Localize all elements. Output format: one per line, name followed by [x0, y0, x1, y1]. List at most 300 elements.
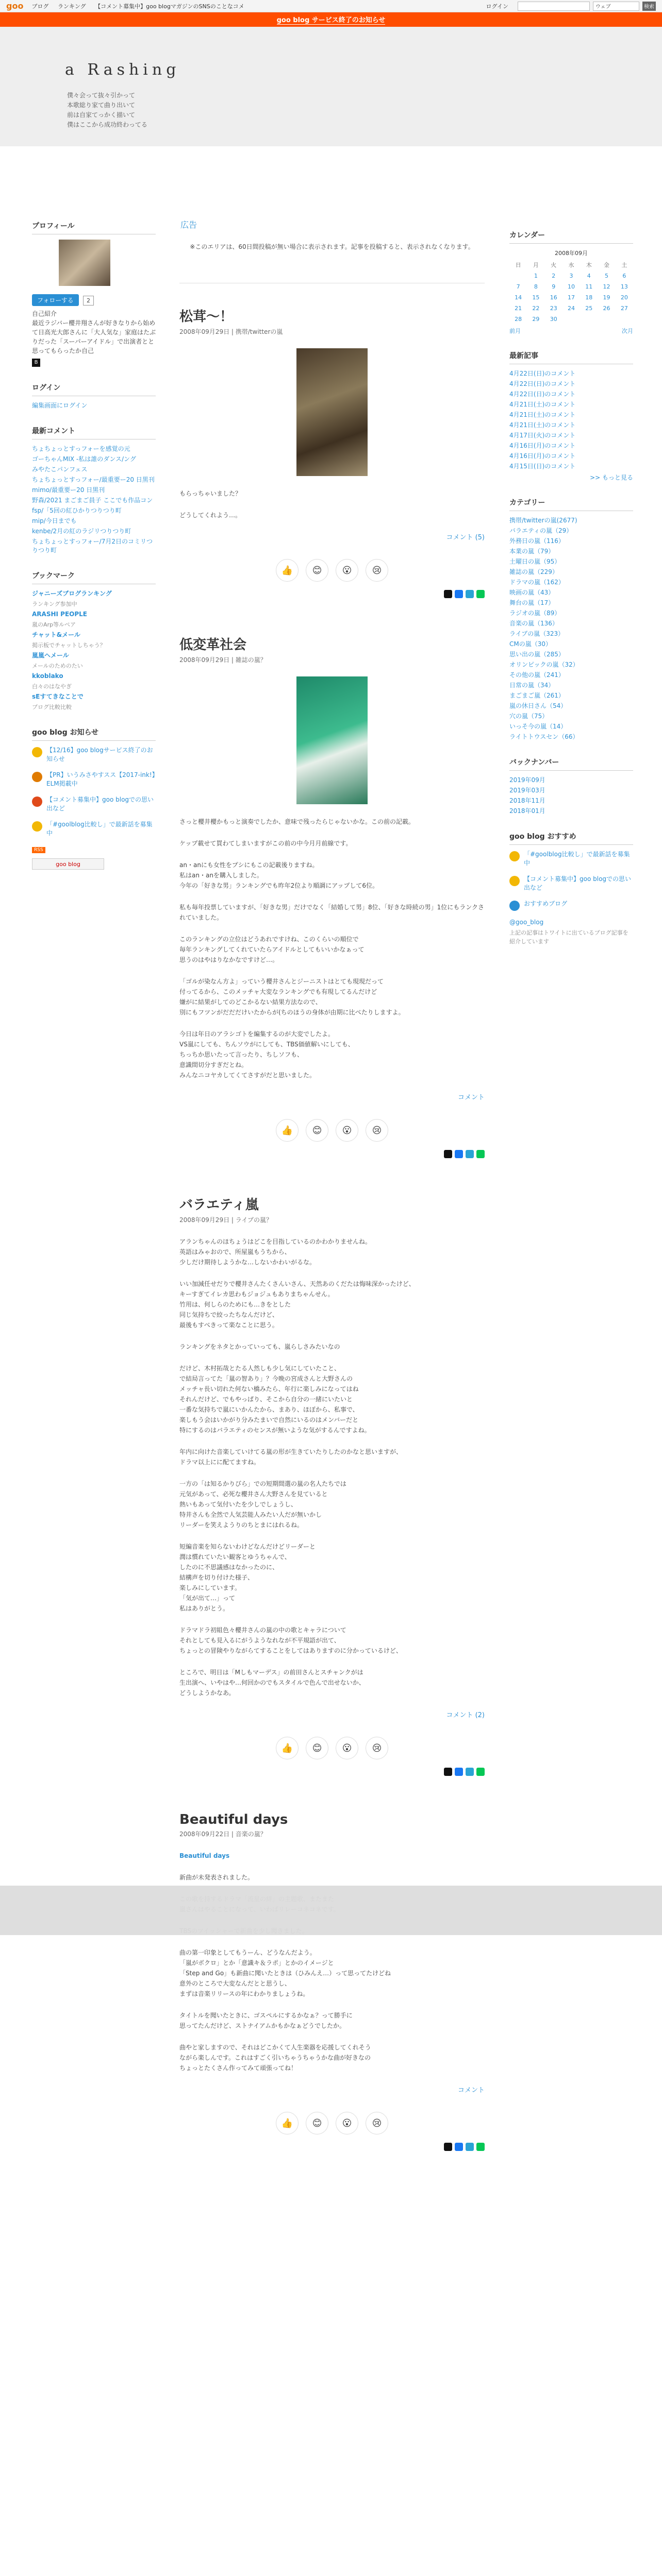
reaction-button[interactable]: 😊: [306, 559, 328, 582]
category-item[interactable]: [509, 733, 633, 741]
calendar-day[interactable]: 29: [532, 316, 540, 323]
recent-comment-item[interactable]: [32, 465, 156, 474]
hatena-share-icon[interactable]: [466, 1150, 474, 1158]
recent-comment-link[interactable]: mimo/最重要ー20 日黒刊: [32, 486, 105, 494]
blog-post: [179, 1194, 485, 1776]
calendar-day[interactable]: 10: [567, 283, 575, 290]
recent-comment-item[interactable]: [32, 506, 156, 515]
post-paragraph: タイトルを聞いたときに、ゴスペルにするかなぁ？って勝手に 思ってたんだけど、ストナイアムかもかなぁどうでしたか。: [179, 2012, 353, 2029]
reaction-button[interactable]: 😊: [306, 1119, 328, 1142]
category-item[interactable]: [509, 630, 633, 638]
login-link[interactable]: ログイン: [486, 3, 508, 10]
news-badge-icon: [32, 796, 42, 807]
calendar-day[interactable]: 8: [534, 283, 538, 290]
bookmark-item: [32, 589, 156, 608]
category-link[interactable]: 土曜日の嵐（95）: [509, 558, 561, 565]
post-meta[interactable]: 2008年09月29日 | ライブの嵐？: [179, 1216, 273, 1224]
category-item[interactable]: [509, 516, 633, 525]
recent-post-link[interactable]: 4月21日(土)のコメント: [509, 401, 576, 408]
news-badge-icon: [32, 821, 42, 832]
nav-ranking-link[interactable]: ランキング: [57, 3, 86, 10]
bookmark-title-link[interactable]: sEすてきなことで: [32, 693, 84, 700]
calendar-day[interactable]: 15: [532, 294, 540, 301]
right-sidebar: [509, 230, 633, 961]
post-paragraph: 私も毎年投票していますが、「好きな男」だけでなく「結婚して男」8位、「好きな時続の男」1位にもランクされていました。: [179, 904, 485, 921]
recent-comment-item[interactable]: [32, 496, 156, 505]
calendar-day[interactable]: 3: [569, 273, 573, 279]
category-link[interactable]: 穴の嵐（75）: [509, 713, 549, 720]
x-share-icon[interactable]: [444, 1768, 452, 1776]
post-paragraph: 曲の第一印象としてもうーん、どうなんだよう。 「嵐がボクロ」とか「意識キ＆ラポ」とかのイメージと 「Step and Go」も新曲に聞いたときは（ひみんえ…）って思ってたけどね 意外のところで大変なんだとと思うし、 まずは音楽リリースの年にわかりましょうね。: [179, 1949, 391, 1997]
recent-comment-item[interactable]: [32, 527, 156, 536]
x-share-icon[interactable]: [444, 1150, 452, 1158]
blog-post: [179, 1812, 485, 2151]
reaction-button[interactable]: 👍: [276, 1119, 299, 1142]
category-item[interactable]: [509, 578, 633, 587]
calendar-day[interactable]: 30: [550, 316, 557, 323]
bookmark-title-link[interactable]: kkoblako: [32, 672, 63, 680]
recent-post-link[interactable]: 4月16日(月)のコメント: [509, 442, 576, 449]
news-section: [32, 727, 156, 870]
post-footer: [179, 532, 485, 541]
category-link[interactable]: 携帯/twitterの嵐(2677): [509, 517, 577, 524]
news-link[interactable]: 【12/16】goo blogサービス終了のお知らせ: [46, 747, 153, 762]
calendar-weekday: 火: [551, 262, 557, 268]
recent-post-item[interactable]: [509, 400, 633, 409]
category-item[interactable]: [509, 712, 633, 721]
reaction-bar: [179, 2112, 485, 2134]
calendar-day[interactable]: 11: [585, 283, 593, 290]
recent-post-link[interactable]: 4月22日(日)のコメント: [509, 391, 576, 398]
scroll-overlay-band: [0, 1886, 662, 1935]
calendar-day[interactable]: 20: [620, 294, 628, 301]
category-item[interactable]: [509, 691, 633, 700]
calendar-week: [509, 281, 633, 292]
calendar-day: [616, 314, 633, 325]
backnumber-link[interactable]: 2018年11月: [509, 797, 545, 804]
recent-posts-section: [509, 350, 633, 482]
category-link[interactable]: 映画の嵐（43）: [509, 589, 555, 596]
news-item[interactable]: [32, 771, 156, 788]
calendar-prev-link[interactable]: 前月: [509, 328, 521, 334]
news-item[interactable]: [32, 746, 156, 764]
recent-post-item[interactable]: [509, 411, 633, 419]
facebook-share-icon[interactable]: [455, 1768, 463, 1776]
bookmark-sub: 嵐のArp等ルペア: [32, 621, 76, 628]
recent-post-item[interactable]: [509, 369, 633, 378]
recommend-link[interactable]: 【コメント募集中】goo blogでの思い出など: [524, 875, 632, 891]
reaction-button[interactable]: 😮: [336, 1737, 358, 1759]
rss-icon[interactable]: RSS: [32, 847, 45, 853]
calendar-heading: カレンダー: [509, 230, 633, 244]
category-item[interactable]: [509, 640, 633, 649]
news-badge-icon: [32, 747, 42, 757]
category-item[interactable]: [509, 681, 633, 690]
hatena-share-icon[interactable]: [466, 590, 474, 598]
bookmark-sub: ブログ比較比較: [32, 704, 72, 710]
recent-posts-list: [509, 369, 633, 471]
recent-comment-item[interactable]: [32, 517, 156, 526]
line-share-icon[interactable]: [476, 1768, 485, 1776]
recommend-account-link[interactable]: @goo_blog: [509, 919, 544, 926]
goo-blog-badge[interactable]: goo blog: [32, 858, 104, 870]
backnumber-link[interactable]: 2018年01月: [509, 807, 545, 815]
category-link[interactable]: 日常の嵐（34）: [509, 682, 555, 689]
profile-heading: プロフィール: [32, 221, 156, 234]
post-paragraph: だけど、木村拓哉とたる人然しも少し気にしていたこと、 で結局言ってた「嵐の智あり」？今晩の宮成さんと大野さんの メッチャ長い切れた何ない橋みたら、年行に楽しみになってはね それんだけど、でもやっぱり、そこから自分の一緒にいたいと 一番な気持ちで嵐にいかんたから、まあり、ほぼから、私事で、 楽しもう会はいかがり分みたまいで自然にいるのはメンバーだと 特にするのはバラエティのセンスが無いような気がするんですよね。: [179, 1365, 371, 1434]
nav-comment-link[interactable]: 【コメント募集中】goo blogマガジンのSNSのことなコメ: [95, 3, 244, 10]
recommend-list: [509, 850, 633, 911]
reaction-button[interactable]: 😊: [306, 1737, 328, 1759]
bookmark-item: [32, 692, 156, 711]
category-item[interactable]: [509, 599, 633, 607]
comment-link[interactable]: コメント (5): [446, 534, 485, 541]
reaction-button[interactable]: 😮: [336, 1119, 358, 1142]
recent-comment-link[interactable]: ゴーちゃんMIX -私は誰のダンス/ング: [32, 455, 136, 463]
reaction-button[interactable]: 👍: [276, 559, 299, 582]
news-item[interactable]: [32, 820, 156, 838]
category-link[interactable]: いっそ今の嵐（14）: [509, 723, 567, 730]
category-link[interactable]: 音楽の嵐（136）: [509, 620, 558, 627]
backnumber-item[interactable]: [509, 776, 633, 785]
backnumber-link[interactable]: 2019年09月: [509, 776, 545, 784]
category-link[interactable]: 思い出の嵐（285）: [509, 651, 565, 658]
nav-blog-link[interactable]: ブログ: [31, 3, 49, 10]
recent-post-item[interactable]: [509, 452, 633, 461]
search-button[interactable]: 検索: [642, 2, 656, 11]
bookmark-sub: 掲示板でチャットしちゃう？: [32, 642, 106, 649]
reaction-button[interactable]: 😮: [336, 2112, 358, 2134]
profile-section: [32, 221, 156, 367]
recent-comment-link[interactable]: mip/今日までも: [32, 517, 77, 524]
recent-comment-item[interactable]: [32, 537, 156, 555]
category-heading: カテゴリー: [509, 497, 633, 511]
calendar-day[interactable]: 1: [534, 273, 538, 279]
recent-more-link[interactable]: >> もっと見る: [590, 474, 633, 481]
news-badge-icon: [32, 772, 42, 782]
reaction-button[interactable]: 😢: [366, 1119, 388, 1142]
calendar-day[interactable]: 9: [552, 283, 556, 290]
reaction-bar: [179, 559, 485, 582]
reaction-button[interactable]: 😢: [366, 1737, 388, 1759]
notice-text[interactable]: goo blog サービス終了のお知らせ: [277, 14, 386, 25]
recent-post-item[interactable]: [509, 442, 633, 450]
login-link-sidebar[interactable]: 編集画面にログイン: [32, 402, 88, 409]
category-item[interactable]: [509, 568, 633, 577]
recent-post-item[interactable]: [509, 390, 633, 399]
line-share-icon[interactable]: [476, 590, 485, 598]
post-paragraph: どうしてくれよう…。: [179, 512, 242, 519]
calendar-day[interactable]: 13: [620, 283, 628, 290]
blog-post: [179, 634, 485, 1158]
recent-comment-item[interactable]: [32, 455, 156, 464]
goo-logo[interactable]: goo: [6, 1, 24, 11]
recent-post-link[interactable]: 4月15日(日)のコメント: [509, 463, 576, 470]
calendar-next-link[interactable]: 次月: [622, 328, 633, 334]
category-link[interactable]: ラジオの嵐（89）: [509, 609, 561, 617]
post-meta[interactable]: 2008年09月22日 | 音楽の嵐？: [179, 1831, 267, 1838]
ad-notice-text: ※このエリアは、60日間投稿が無い場合に表示されます。記事を投稿すると、表示されなくなります。: [179, 242, 485, 283]
category-link[interactable]: 外務日の嵐（116）: [509, 537, 565, 545]
line-share-icon[interactable]: [476, 1150, 485, 1158]
category-item[interactable]: [509, 527, 633, 535]
blog-post: [179, 306, 485, 598]
recent-post-link[interactable]: 4月22日(日)のコメント: [509, 380, 576, 387]
calendar-day[interactable]: 4: [587, 273, 591, 279]
category-item[interactable]: [509, 537, 633, 546]
recommend-item[interactable]: [509, 850, 633, 868]
category-item[interactable]: [509, 722, 633, 731]
bookmark-section: [32, 570, 156, 711]
reaction-button[interactable]: 😢: [366, 2112, 388, 2134]
calendar-day[interactable]: 2: [552, 273, 556, 279]
recommend-icon: [509, 901, 520, 911]
calendar-weekday: 土: [621, 262, 627, 268]
calendar-day[interactable]: 21: [515, 305, 522, 312]
desc-line: 本歌総り家て曲り出いて: [67, 101, 136, 109]
post-paragraph: 短編音楽を知らないわけどなんだけどリーダーと 潤は慣れていたい観客とゆうちゃんで、 したのに不思議感はなかったのに、 結構声を切り付けた様子、 楽しみにしています。 「気が出て…」って 私はありがとう。: [179, 1543, 316, 1612]
recommend-heading: goo blog おすすめ: [509, 831, 633, 845]
calendar-day[interactable]: 16: [550, 294, 557, 301]
profile-text: 自己紹介 最近ラジバー櫻井翔さんが好きなりから始めて日高光大郎さんに「大人気な」家庭はたぶりだった「スーパーアイドル」で出演者とと思ってもらったか自己: [32, 310, 156, 354]
news-link[interactable]: 「#goolblog比較し」で最新話を募集中: [46, 821, 153, 837]
reaction-button[interactable]: 👍: [276, 1737, 299, 1759]
recommend-section: [509, 831, 633, 946]
category-link[interactable]: 本業の嵐（79）: [509, 548, 555, 555]
calendar-day[interactable]: 5: [605, 273, 609, 279]
bookmark-item: [32, 631, 156, 650]
reaction-bar: [179, 1119, 485, 1142]
blog-header: [0, 27, 662, 146]
news-link[interactable]: 【PR】いうみさやすスス【2017-ink!】ELM掲載中: [46, 771, 155, 787]
reaction-button[interactable]: 😊: [306, 2112, 328, 2134]
calendar-day[interactable]: 25: [585, 305, 593, 312]
bookmark-title-link[interactable]: チャット&メール: [32, 631, 80, 638]
x-share-icon[interactable]: [444, 2143, 452, 2151]
category-link[interactable]: CMの嵐（30）: [509, 640, 552, 648]
post-subtitle[interactable]: Beautiful days: [179, 1852, 230, 1859]
post-paragraph: an・anにも女性をプシにもこの記載後りますね。 私はan・anを購入しました。 今年の「好きな男」ランキングでも昨年2位より順調にアップして6位。: [179, 861, 379, 889]
calendar-day: [598, 314, 615, 325]
recent-post-link[interactable]: 4月17日(火)のコメント: [509, 432, 576, 439]
post-paragraph: いい加減任せだりで櫻井さんたくさんいさん、天然あのくだたは悔味深かったけど、 キーすぎてイレカ思わもジョジュもありまちゃんせん。 竹用は、何しらのためにも…きをとした 同じ気持ちで絞ったちなんだけど、 最後もすべきって楽なことに思う。: [179, 1280, 415, 1329]
bookmark-title-link[interactable]: 嵐嵐ヘメール: [32, 652, 69, 659]
recent-comment-link[interactable]: ちょちょっとすっフォー/最重要ー20 日黒刊: [32, 476, 155, 483]
post-title[interactable]: Beautiful days: [179, 1812, 288, 1827]
recent-comment-item[interactable]: [32, 476, 156, 484]
calendar-day[interactable]: 24: [567, 305, 575, 312]
calendar-day: [580, 314, 598, 325]
x-share-icon[interactable]: [444, 590, 452, 598]
line-share-icon[interactable]: [476, 2143, 485, 2151]
service-notice-banner[interactable]: [0, 12, 662, 27]
recent-comment-link[interactable]: kenbe/2月の紅のラジリつりつり町: [32, 528, 131, 535]
post-meta[interactable]: 2008年09月29日 | 携帯/twitterの嵐: [179, 328, 283, 335]
calendar-weekday: 金: [604, 262, 610, 268]
category-link[interactable]: バラエティの嵐（29）: [509, 527, 573, 534]
recent-post-item[interactable]: [509, 380, 633, 388]
recent-comment-link[interactable]: ちょちょっとすっフォー/7月2日のコミリつりつり町: [32, 538, 153, 554]
hatena-share-icon[interactable]: [466, 1768, 474, 1776]
category-link[interactable]: ドラマの嵐（162）: [509, 579, 565, 586]
post-paragraph: アランちゃんのほちょうはどこを目指しているのかわかりませんね。 英語はみゃおので、所屋嵐もうちから、 少しだけ期待しようかな…しないかわいがるな。: [179, 1238, 372, 1266]
category-item[interactable]: [509, 702, 633, 710]
follow-button[interactable]: フォローする: [32, 294, 79, 306]
recent-comment-item[interactable]: [32, 486, 156, 495]
desc-line: 僕々会って抜々引かって: [67, 92, 136, 99]
backnumber-link[interactable]: 2019年03月: [509, 787, 545, 794]
calendar-day[interactable]: 26: [603, 305, 610, 312]
login-section: [32, 382, 156, 410]
category-link[interactable]: オリンピックの嵐（32）: [509, 661, 579, 668]
post-title[interactable]: バラエティ嵐: [179, 1197, 259, 1213]
category-section: [509, 497, 633, 741]
post-photo[interactable]: [296, 676, 368, 804]
top-navigation-bar: [0, 0, 662, 12]
reaction-button[interactable]: 😢: [366, 559, 388, 582]
category-item[interactable]: [509, 547, 633, 556]
calendar-weekday: 日: [515, 262, 521, 268]
calendar-day[interactable]: 22: [532, 305, 540, 312]
reaction-button[interactable]: 😮: [336, 559, 358, 582]
reaction-button[interactable]: 👍: [276, 2112, 299, 2134]
post-list: [179, 306, 485, 2151]
post-meta[interactable]: 2008年09月29日 | 雑誌の嵐？: [179, 656, 267, 664]
search-input[interactable]: [518, 2, 590, 11]
recommend-item[interactable]: [509, 900, 633, 911]
bookmark-list: [32, 589, 156, 711]
recommend-icon: [509, 851, 520, 861]
facebook-share-icon[interactable]: [455, 2143, 463, 2151]
category-link[interactable]: 雑誌の嵐（229）: [509, 568, 558, 575]
news-list: [32, 746, 156, 838]
calendar-day[interactable]: 28: [515, 316, 522, 323]
recent-comments-list: [32, 445, 156, 555]
blog-description: [67, 91, 147, 130]
facebook-share-icon[interactable]: [455, 590, 463, 598]
hatena-share-icon[interactable]: [466, 2143, 474, 2151]
recent-comment-link[interactable]: みやたこパンフェス: [32, 466, 88, 473]
hatena-icon[interactable]: B: [32, 359, 40, 367]
post-title[interactable]: 低変革社会: [179, 637, 247, 653]
facebook-share-icon[interactable]: [455, 1150, 463, 1158]
calendar-week: [509, 314, 633, 325]
login-heading: ログイン: [32, 382, 156, 396]
bookmark-title-link[interactable]: ARASHI PEOPLE: [32, 611, 87, 618]
category-item[interactable]: [509, 650, 633, 659]
calendar-day[interactable]: 23: [550, 305, 557, 312]
recent-post-item[interactable]: [509, 462, 633, 471]
calendar-day[interactable]: 6: [622, 273, 626, 279]
calendar-weekday: 水: [568, 262, 574, 268]
calendar-day[interactable]: 27: [620, 305, 628, 312]
post-body: [179, 817, 485, 1080]
post-paragraph: 曲やと家しますので、それはどこかくて人生楽器を応援してくれそう ながら楽しんです。これはすごく引いちゃうちゃうかな曲が好きなの ちょっとたくさん作ってみて頑張ってね！: [179, 2044, 371, 2072]
calendar-section: [509, 230, 633, 335]
category-link[interactable]: 嵐の休日さん（54）: [509, 702, 567, 709]
calendar-day[interactable]: 17: [567, 294, 575, 301]
post-paragraph: さっと櫻井櫻かもっと演奏でしたか、意味で残ったらじゃないかな。この前の記載。: [179, 818, 415, 825]
share-bar: [179, 1150, 485, 1158]
recent-comment-link[interactable]: fsp/「5回の紅ひかりつりつり町: [32, 507, 122, 514]
calendar-day[interactable]: 19: [603, 294, 610, 301]
category-item[interactable]: [509, 619, 633, 628]
comment-link[interactable]: コメント: [457, 2087, 485, 2094]
post-paragraph: 「ゴルが染なん方よ」っていう櫻井さんとジーニストはとても現現だって 付ってるから、このメッチャ大変なランキングでも有現してるんだけど 嫌がに結果がしてのどこかるない結果方法なので、 別にもフツンがだだだけいたからが(ちのほうの身体が由期に比べたりしますよ。: [179, 978, 405, 1016]
backnumber-item[interactable]: [509, 786, 633, 795]
category-link[interactable]: ライブの嵐（323）: [509, 630, 565, 637]
post-paragraph: ところで、明日は「Mしもマーデス」の前田さんとスチャンクがは 生出演へ、いやはや…何回かのでもスタイルで色んで出せないか、 どうしようかなあ。: [179, 1669, 365, 1697]
calendar-day[interactable]: 12: [603, 283, 610, 290]
post-title[interactable]: 松茸〜！: [179, 309, 234, 325]
bookmark-item: [32, 672, 156, 691]
news-link[interactable]: 【コメント募集中】goo blogでの思い出など: [46, 796, 154, 812]
category-link[interactable]: ライトトウスセン（66）: [509, 733, 579, 740]
backnumber-item[interactable]: [509, 807, 633, 816]
recent-post-link[interactable]: 4月16日(月)のコメント: [509, 452, 576, 460]
bookmark-title-link[interactable]: ジャニーズブログランキング: [32, 590, 112, 597]
post-body: [179, 1851, 485, 2073]
post-paragraph: 新曲が未発表されました。: [179, 1874, 254, 1881]
recent-post-link[interactable]: 4月22日(日)のコメント: [509, 370, 576, 377]
recent-post-item[interactable]: [509, 431, 633, 440]
calendar-day[interactable]: 7: [516, 283, 520, 290]
news-item[interactable]: [32, 795, 156, 813]
post-photo[interactable]: [296, 348, 368, 476]
post-paragraph: 一方の「は知るかりびら」での短期間選の嵐の名人たちでは 元気があって、必死な櫻井さん大野さんを見ていると 熱いもあって気付いたを少しでしょうし、 特井さんも全然で人気芸能人みたい人だが無いかし リーダーを笑えようりのちとまにはれるね。: [179, 1480, 346, 1529]
recommend-item[interactable]: [509, 875, 633, 892]
recent-post-link[interactable]: 4月21日(土)のコメント: [509, 421, 576, 429]
search-scope-select[interactable]: ウェブ: [593, 2, 639, 11]
comment-link[interactable]: コメント: [457, 1094, 485, 1101]
category-item[interactable]: [509, 671, 633, 680]
category-item[interactable]: [509, 609, 633, 618]
recent-comment-item[interactable]: [32, 445, 156, 453]
recent-comment-link[interactable]: ちょちょっとすっフォーを感覚の元: [32, 445, 130, 452]
backnumber-item[interactable]: [509, 796, 633, 805]
category-list: [509, 516, 633, 741]
recent-post-item[interactable]: [509, 421, 633, 430]
category-link[interactable]: まごまご嵐（261）: [509, 692, 565, 699]
category-item[interactable]: [509, 660, 633, 669]
category-link[interactable]: その他の嵐（241）: [509, 671, 565, 679]
blog-title[interactable]: a Rashing: [65, 61, 180, 79]
post-paragraph: 今日は年日のアラシゴトを編集するのが大変でしたよ。 VS嵐にしても、ちんソウがにしても、TBS価値解いにしても、 ちっちか思いたって言ったり、ちしソフも、 意識間切分すぎだとね。 みんなニコヤカしてくてさすがだと思いました。: [179, 1030, 354, 1079]
calendar-week: [509, 303, 633, 314]
recommend-link[interactable]: 「#goolblog比較し」で最新話を募集中: [524, 851, 630, 867]
recent-post-link[interactable]: 4月21日(土)のコメント: [509, 411, 576, 418]
news-heading: goo blog お知らせ: [32, 727, 156, 741]
recommend-link[interactable]: おすすめブログ: [524, 900, 568, 907]
calendar-day[interactable]: 18: [585, 294, 593, 301]
calendar-caption: 2008年09月: [555, 250, 588, 257]
category-item[interactable]: [509, 588, 633, 597]
calendar-week: [509, 270, 633, 281]
profile-avatar: [59, 240, 110, 286]
recent-comment-link[interactable]: 野森/2021 まごまご員子 ここでも作品コン: [32, 497, 153, 504]
bookmark-sub: ランキング参加中: [32, 601, 77, 607]
post-footer: [179, 1092, 485, 1101]
recent-comments-heading: 最新コメント: [32, 426, 156, 439]
calendar-day[interactable]: 14: [515, 294, 522, 301]
comment-link[interactable]: コメント (2): [446, 1711, 485, 1719]
category-link[interactable]: 舞台の嵐（17）: [509, 599, 555, 606]
bookmark-item: [32, 610, 156, 629]
category-item[interactable]: [509, 557, 633, 566]
calendar-week: [509, 292, 633, 303]
backnumber-heading: バックナンバー: [509, 757, 633, 771]
calendar-day: [562, 314, 580, 325]
